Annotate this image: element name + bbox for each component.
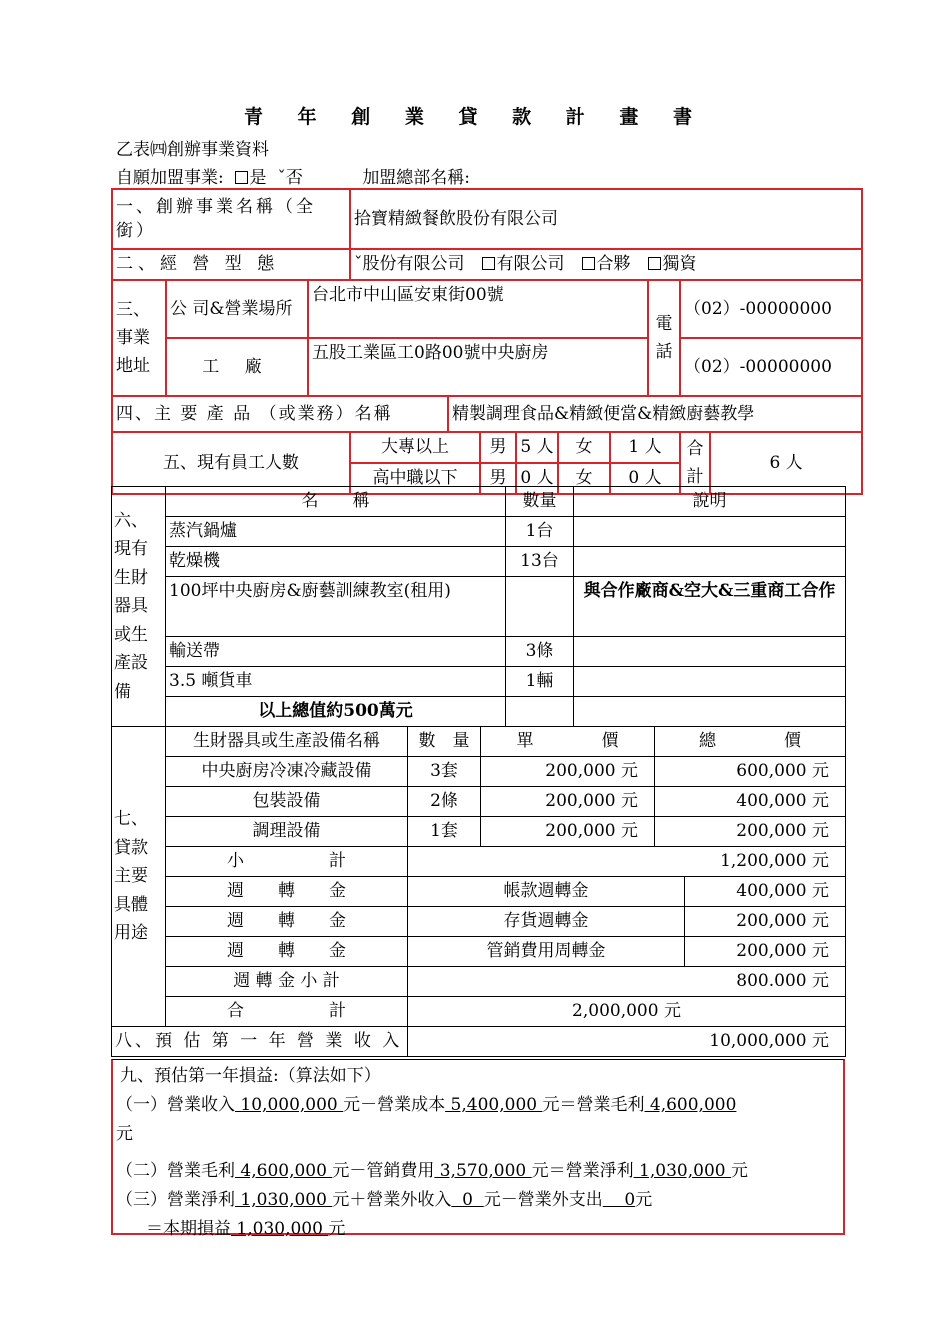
s1-value: 拾寶精緻餐飲股份有限公司: [350, 189, 862, 249]
s9-line-4: [116, 1215, 841, 1244]
opt-limited: 有限公司: [496, 254, 565, 274]
s7-header-name: 生財器具或生產設備名稱: [166, 727, 408, 757]
admin-expense: 3,570,000: [434, 1161, 532, 1181]
male-count-1: 5 人: [516, 432, 558, 463]
equipment-name: 蒸汽鍋爐: [166, 517, 506, 547]
franchise-no: ˇ否: [277, 168, 303, 188]
working-capital-desc: 存貨週轉金: [408, 907, 685, 937]
section-6: [111, 486, 846, 727]
s6-header-qty: 數量: [506, 487, 574, 517]
text: （二）營業毛利: [116, 1161, 235, 1181]
period-profit: 1,030,000: [231, 1219, 329, 1239]
empty-cell: [574, 697, 846, 727]
sections-1-5: [111, 188, 863, 495]
item-qty: 3套: [408, 757, 481, 787]
net-operating-profit: 1,030,000: [633, 1161, 731, 1181]
text: 元: [635, 1190, 653, 1210]
total-staff: 6 人: [710, 432, 862, 494]
s3-label: 三、事業地址: [112, 280, 166, 396]
male-1: 男: [480, 432, 516, 463]
text: 元＝營業毛利: [542, 1095, 645, 1115]
equipment-note: [574, 547, 846, 577]
edu-1: 大專以上: [350, 432, 480, 463]
franchise-line: [116, 163, 470, 188]
text: 元: [328, 1219, 346, 1239]
item-name: 調理設備: [166, 817, 408, 847]
company-address: 台北市中山區安東街00號: [308, 280, 648, 338]
checkbox-icon: [482, 257, 495, 270]
equipment-note: 與合作廠商&空大&三重商工合作: [574, 577, 846, 637]
grand-total-label: 合 計: [166, 997, 408, 1027]
gross-profit: 4,600,000: [235, 1161, 333, 1181]
item-qty: 2條: [408, 787, 481, 817]
opt-joint-stock: ˇ股份有限公司: [354, 254, 465, 274]
text: 元＋營業外收入: [332, 1190, 452, 1210]
text: （三）營業淨利: [116, 1190, 235, 1210]
s1-label: 一、創辦事業名稱（全銜）: [112, 189, 350, 249]
working-capital-amount: 400,000 元: [685, 877, 846, 907]
working-capital-label: 週 轉 金: [166, 907, 408, 937]
text: 元: [730, 1161, 748, 1181]
equipment-qty: [506, 577, 574, 637]
equipment-note: [574, 517, 846, 547]
working-capital-desc: 帳款週轉金: [408, 877, 685, 907]
subtotal-label: 小 計: [166, 847, 408, 877]
edu-2: 高中職以下: [350, 463, 480, 494]
factory-label: 工 廠: [166, 338, 308, 396]
text: ＝本期損益: [146, 1219, 231, 1239]
hq-label: 加盟總部名稱:: [362, 168, 471, 188]
net-operating-profit: 1,030,000: [235, 1190, 333, 1210]
s9-line-3: [116, 1186, 841, 1215]
male-count-2: 0 人: [516, 463, 558, 494]
female-count-1: 1 人: [610, 432, 680, 463]
checkbox-icon: [582, 257, 595, 270]
subtitle: 乙表㈣創辦事業資料: [116, 140, 269, 160]
s4-label: 四、主 要 產 品 （或業務）名稱: [112, 396, 448, 432]
checkbox-icon: [648, 257, 661, 270]
equipment-total: 以上總值約500萬元: [166, 697, 506, 727]
item-unit-price: 200,000 元: [481, 787, 655, 817]
working-capital-label: 週 轉 金: [166, 937, 408, 967]
equipment-name: 3.5 噸貨車: [166, 667, 506, 697]
text: 元－營業成本: [343, 1095, 446, 1115]
equipment-name: 輸送帶: [166, 637, 506, 667]
female-count-2: 0 人: [610, 463, 680, 494]
equipment-qty: 3條: [506, 637, 574, 667]
grand-total-value: 2,000,000 元: [408, 997, 846, 1027]
factory-address: 五股工業區工0路00號中央廚房: [308, 338, 648, 396]
subtotal-value: 1,200,000 元: [408, 847, 846, 877]
text: 元＝營業淨利: [531, 1161, 634, 1181]
female-2: 女: [558, 463, 610, 494]
section-7: [111, 726, 846, 1057]
s6-header-name: 名 稱: [166, 487, 506, 517]
male-2: 男: [480, 463, 516, 494]
item-unit-price: 200,000 元: [481, 817, 655, 847]
s9-line-2: [116, 1149, 841, 1186]
item-qty: 1套: [408, 817, 481, 847]
s2-options: [350, 249, 862, 280]
equipment-note: [574, 667, 846, 697]
opt-partnership: 合夥: [596, 254, 631, 274]
wc-subtotal-label: 週 轉 金 小 計: [166, 967, 408, 997]
item-total: 600,000 元: [655, 757, 846, 787]
s5-label: 五、現有員工人數: [112, 432, 350, 494]
item-name: 包裝設備: [166, 787, 408, 817]
company-label: 公 司&營業場所: [166, 280, 308, 338]
s9-title: 九、預估第一年損益:（算法如下）: [120, 1066, 381, 1086]
equipment-qty: 13台: [506, 547, 574, 577]
text: （一）營業收入: [116, 1095, 235, 1115]
s6-header-note: 說明: [574, 487, 846, 517]
item-unit-price: 200,000 元: [481, 757, 655, 787]
item-total: 400,000 元: [655, 787, 846, 817]
opt-sole: 獨資: [662, 254, 697, 274]
s4-value: 精製調理食品&精緻便當&精緻廚藝教學: [448, 396, 862, 432]
phone-1: （02）-00000000: [680, 280, 862, 338]
equipment-note: [574, 637, 846, 667]
item-total: 200,000 元: [655, 817, 846, 847]
text: 元: [116, 1124, 133, 1144]
franchise-label: 自願加盟事業:: [116, 168, 224, 188]
equipment-name: 乾燥機: [166, 547, 506, 577]
s9-line-1: [116, 1091, 841, 1149]
section-9: [111, 1059, 845, 1239]
s6-label: 六、現有生財器具或生產設備: [112, 487, 166, 727]
equipment-name: 100坪中央廚房&廚藝訓練教室(租用): [166, 577, 506, 637]
cost: 5,400,000: [445, 1095, 543, 1115]
total-label: 合計: [680, 432, 710, 494]
text: 元－管銷費用: [332, 1161, 435, 1181]
non-operating-expense: 0: [602, 1190, 636, 1210]
female-1: 女: [558, 432, 610, 463]
franchise-yes: 是: [249, 168, 267, 188]
empty-cell: [506, 697, 574, 727]
equipment-qty: 1輛: [506, 667, 574, 697]
working-capital-label: 週 轉 金: [166, 877, 408, 907]
working-capital-desc: 管銷費用周轉金: [408, 937, 685, 967]
s7-header-qty: 數 量: [408, 727, 481, 757]
working-capital-amount: 200,000 元: [685, 907, 846, 937]
s8-value: 10,000,000 元: [408, 1027, 846, 1057]
wc-subtotal-value: 800.000 元: [408, 967, 846, 997]
text: 元－營業外支出: [483, 1190, 603, 1210]
document-title: 青 年 創 業 貸 款 計 畫 書: [244, 106, 706, 128]
working-capital-amount: 200,000 元: [685, 937, 846, 967]
s8-label: 八、預 估 第 一 年 營 業 收 入: [112, 1027, 408, 1057]
gross-profit: 4,600,000: [644, 1095, 737, 1115]
s7-header-total: 總 價: [655, 727, 846, 757]
s7-header-unit: 單 價: [481, 727, 655, 757]
s2-label: 二、經 營 型 態: [112, 249, 350, 280]
item-name: 中央廚房冷凍冷藏設備: [166, 757, 408, 787]
s7-label: 七、貸款主要具體用途: [112, 727, 166, 1027]
revenue: 10,000,000: [235, 1095, 344, 1115]
phone-label: 電話: [648, 280, 680, 396]
non-operating-income: 0: [451, 1190, 484, 1210]
checkbox-icon: [235, 171, 248, 184]
phone-2: （02）-00000000: [680, 338, 862, 396]
equipment-qty: 1台: [506, 517, 574, 547]
